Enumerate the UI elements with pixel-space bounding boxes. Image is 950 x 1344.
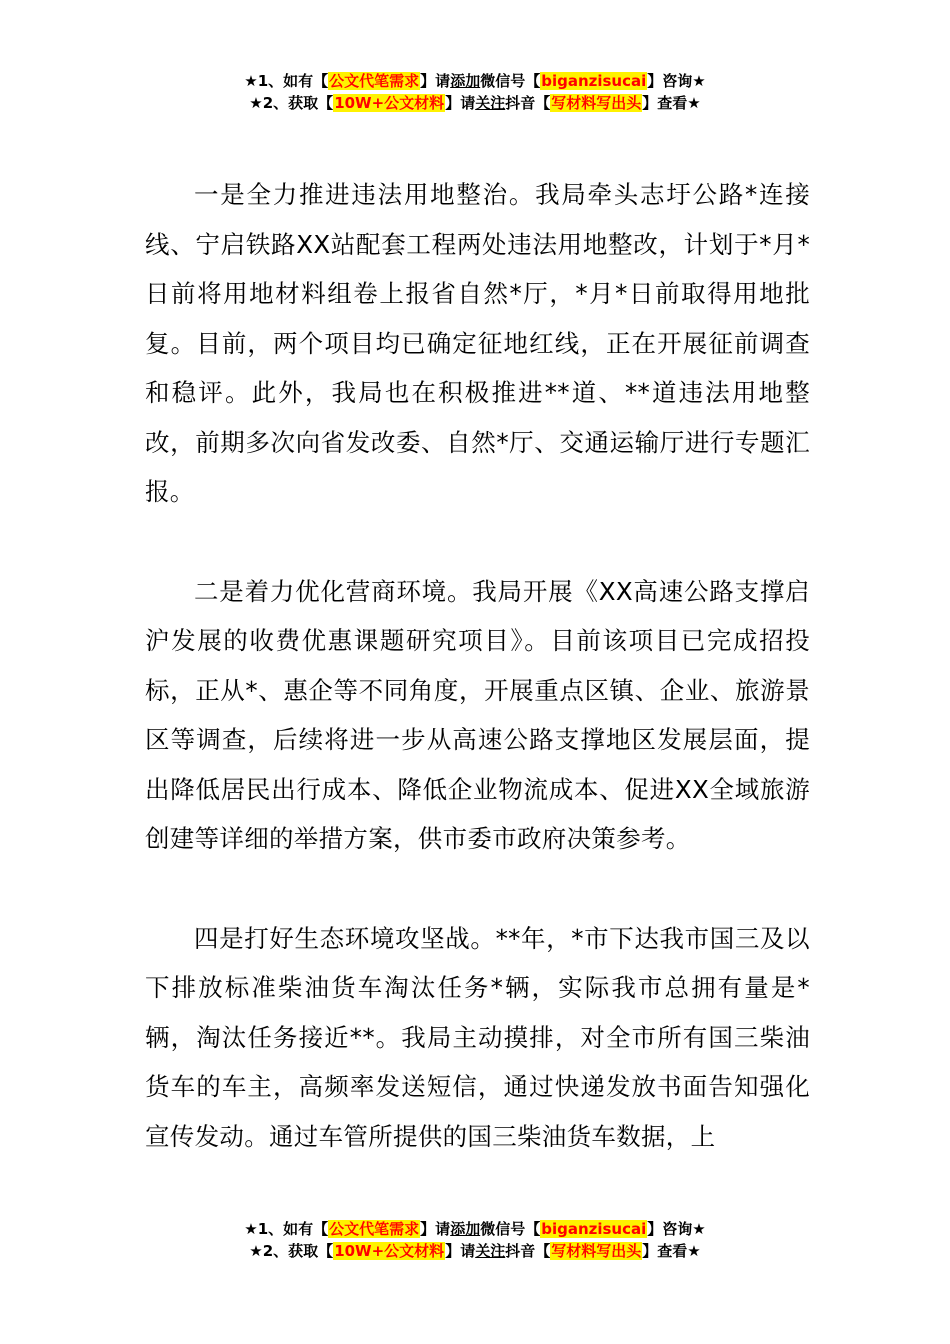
header-banner [0, 70, 950, 114]
banner-text: 】请 [420, 1220, 451, 1238]
footer-banner [0, 1218, 950, 1262]
banner-line-1 [0, 1218, 950, 1240]
banner-highlight: 10W+公文材料 [334, 1242, 445, 1260]
banner-highlight: 公文代笔需求 [329, 72, 420, 90]
banner-text: 】请 [445, 94, 476, 112]
banner-text: 微信号【 [480, 72, 541, 90]
banner-text: 】查看★ [642, 1242, 701, 1260]
banner-text: 】咨询★ [647, 72, 706, 90]
banner-text: ★1、如有【 [244, 72, 329, 90]
banner-text: 】请 [445, 1242, 476, 1260]
paragraph-1: 一是全力推进违法用地整治。我局牵头志圩公路*连接线、宁启铁路XX站配套工程两处违法用地整改，计划于*月*日前将用地材料组卷上报省自然*厅，*月*日前取得用地批复。目前，两个项目均已确定征地红线，正在开展征前调查和稳评。此外，我局也在积极推进**道、**道违法用地整改，前期多次向省发改委、自然*厅、交通运输厅进行专题汇报。 [145, 180, 810, 506]
banner-line-1 [0, 70, 950, 92]
banner-text: ★2、获取【 [249, 1242, 334, 1260]
banner-highlight: 写材料写出头 [551, 94, 642, 112]
banner-highlight: 10W+公文材料 [334, 94, 445, 112]
banner-underline: 添加 [450, 1220, 481, 1238]
banner-text: 】咨询★ [647, 1220, 706, 1238]
banner-line-2 [0, 1240, 950, 1262]
banner-underline: 关注 [475, 94, 506, 112]
banner-highlight: biganzisucai [541, 72, 647, 90]
banner-line-2 [0, 92, 950, 114]
banner-text: ★2、获取【 [249, 94, 334, 112]
banner-text: 】请 [420, 72, 451, 90]
document-body [145, 170, 810, 1211]
banner-highlight: biganzisucai [541, 1220, 647, 1238]
banner-text: 微信号【 [480, 1220, 541, 1238]
banner-highlight: 公文代笔需求 [329, 1220, 420, 1238]
banner-text: 抖音【 [505, 1242, 551, 1260]
banner-text: ★1、如有【 [244, 1220, 329, 1238]
paragraph-2: 二是着力优化营商环境。我局开展《XX高速公路支撑启沪发展的收费优惠课题研究项目》。目前该项目已完成招投标，正从*、惠企等不同角度，开展重点区镇、企业、旅游景区等调查，后续将进一步从高速公路支撑地区发展层面，提出降低居民出行成本、降低企业物流成本、促进XX全域旅游创建等详细的举措方案，供市委市政府决策参考。 [145, 576, 810, 853]
banner-text: 抖音【 [505, 94, 551, 112]
banner-text: 】查看★ [642, 94, 701, 112]
banner-underline: 添加 [450, 72, 481, 90]
banner-underline: 关注 [475, 1242, 506, 1260]
paragraph-3: 四是打好生态环境攻坚战。**年，*市下达我市国三及以下排放标准柴油货车淘汰任务*辆，实际我市总拥有量是*辆，淘汰任务接近**。我局主动摸排，对全市所有国三柴油货车的车主，高频率发送短信，通过快递发放书面告知强化宣传发动。通过车管所提供的国三柴油货车数据，上 [145, 923, 810, 1151]
banner-highlight: 写材料写出头 [551, 1242, 642, 1260]
